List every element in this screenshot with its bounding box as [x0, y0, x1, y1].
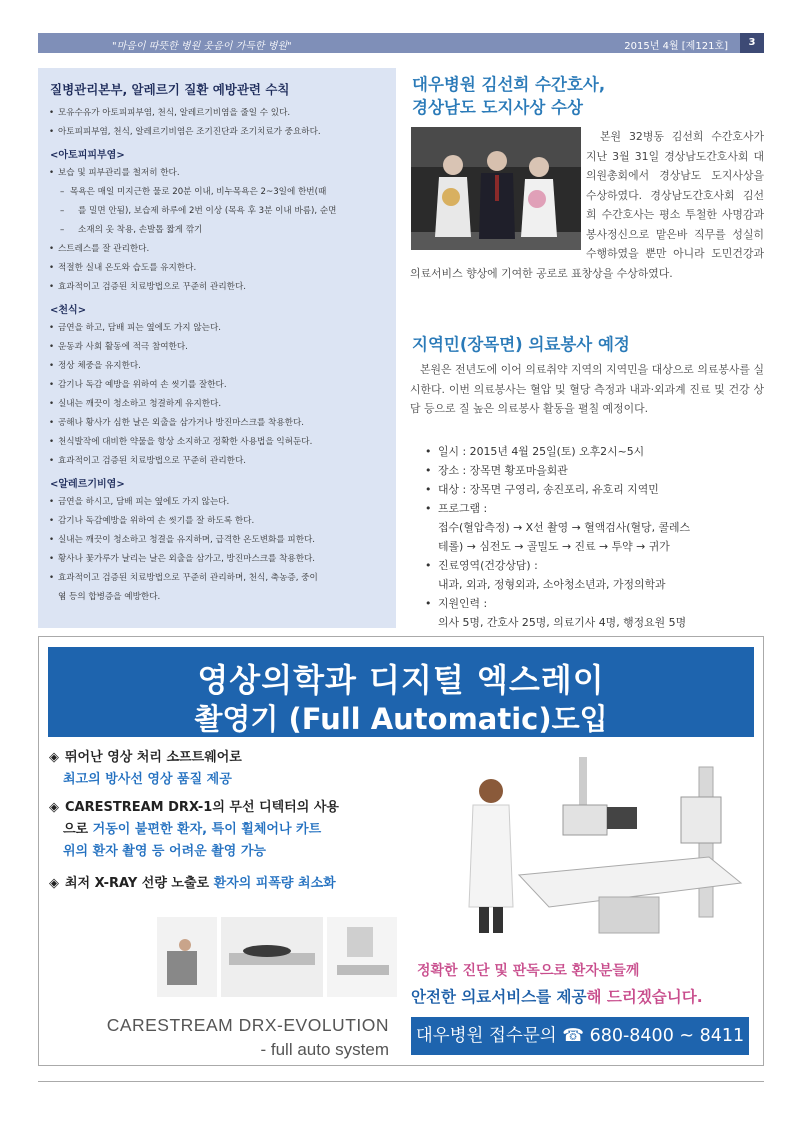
- feature-1: [49, 747, 399, 791]
- atopy-heading: <아토피피부염>: [50, 150, 125, 161]
- allergy-prevention-box: [38, 68, 396, 628]
- intro-list: [48, 104, 386, 142]
- cta-line2-tail: 해 드리겠습니다.: [586, 988, 703, 1006]
- volunteer-details-list: [425, 442, 765, 632]
- product-name: CARESTREAM DRX-EVOLUTION: [106, 1015, 389, 1035]
- detail-item: 의사 5명, 간호사 25명, 의료기사 4명, 행정요원 5명: [438, 616, 687, 629]
- list-item: • 금연을 하시고, 담배 피는 옆에도 가지 않는다.: [48, 493, 386, 512]
- volunteer-article-body: 본원은 전년도에 이어 의료취약 지역의 지역민을 대상으로 의료봉사를 실시한다. 이번 의료봉사는 혈압 및 혈당 측정과 내과·외과계 진료 및 건강 상담 등으로 질 높은 의료봉사 활동을 펼칠 예정이다.: [410, 363, 764, 415]
- ad-headline-banner: [48, 647, 754, 737]
- feature-2: [49, 797, 399, 863]
- detail-item: • 장소 : 장목면 황포마을회관: [425, 461, 765, 480]
- detail-item: • 일시 : 2015년 4월 25일(토) 오후2시~5시: [425, 442, 765, 461]
- feature-2-highlight: 거동이 불편한 환자, 특이 휠체어나 카트: [92, 822, 322, 837]
- list-item-text: 를 밀면 안됨), 보습제 하루에 2번 이상 (목욕 후 3분 이내 바름), 순면: [78, 206, 337, 216]
- detail-item: 접수(혈압측정) → X선 촬영 → 혈액검사(혈당, 콜레스: [438, 521, 691, 534]
- reception-phone-banner: 대우병원 접수문의 ☎ 680-8400 ~ 8411: [411, 1017, 749, 1055]
- ad-headline-line1: 영상의학과 디지털 엑스레이: [197, 661, 605, 699]
- award-title-line1: 대우병원 김선희 수간호사,: [412, 75, 606, 94]
- list-item: • 실내는 깨끗이 청소하고 청결을 유지하며, 급격한 온도변화를 피한다.: [48, 531, 386, 550]
- detail-item: • 대상 : 장목면 구영리, 송진포리, 유호리 지역민: [425, 480, 765, 499]
- list-item: • 천식발작에 대비한 약물을 항상 소지하고 정확한 사용법을 익혀둔다.: [48, 433, 386, 452]
- xray-advertisement: [38, 636, 764, 1066]
- xray-equipment-image: [459, 757, 759, 947]
- list-item: • 효과적이고 검증된 치료방법으로 꾸준히 관리하며, 천식, 축농증, 중이: [48, 569, 386, 588]
- list-item: • 황사나 꽃가루가 날리는 날은 외출을 삼가고, 방진마스크를 착용한다.: [48, 550, 386, 569]
- detail-item: 내과, 외과, 정형외과, 소아청소년과, 가정의학과: [438, 578, 666, 591]
- list-item: • 공해나 황사가 심한 날은 외출을 삼가거나 방진마스크를 착용한다.: [48, 414, 386, 433]
- feature-1-highlight: 최고의 방사선 영상 품질 제공: [63, 772, 232, 787]
- list-item-text: 소재의 옷 착용, 손발톱 짧게 깎기: [78, 225, 203, 235]
- hospital-motto: "마음이 따뜻한 병원 웃음이 가득한 병원": [112, 41, 292, 52]
- award-photo-image: [411, 127, 581, 250]
- list-item: • 감기나 독감예방을 위하여 손 씻기를 잘 하도록 한다.: [48, 512, 386, 531]
- usage-photos: [157, 917, 397, 997]
- feature-2-text-cont: 으로: [63, 822, 93, 837]
- diamond-bullet-icon: ◈: [49, 800, 59, 815]
- detail-item: • 프로그램 :: [425, 499, 765, 518]
- feature-3-text: 최저 X-RAY 선량 노출로: [65, 876, 214, 891]
- list-item-cont: [48, 588, 386, 607]
- usage-photos-image: [157, 917, 397, 997]
- feature-3: [49, 873, 399, 895]
- issue-label: 2015년 4월 [제121호]: [624, 41, 728, 52]
- feature-2-highlight-cont: 위의 환자 촬영 등 어려운 촬영 가능: [63, 844, 266, 859]
- list-item: • 적절한 실내 온도와 습도를 유지한다.: [48, 259, 386, 278]
- detail-item: • 진료영역(건강상담) :: [425, 556, 765, 575]
- xray-machine-illustration: [459, 757, 759, 947]
- rhinitis-heading: <알레르기비염>: [50, 479, 125, 490]
- list-item: • 금연을 하고, 담배 피는 옆에도 가지 않는다.: [48, 319, 386, 338]
- list-item: • 효과적이고 검증된 치료방법으로 꾸준히 관리한다.: [48, 278, 386, 297]
- list-item-cont: [48, 221, 386, 240]
- list-item: • 모유수유가 아토피피부염, 천식, 알레르기비염을 줄일 수 있다.: [48, 104, 386, 123]
- list-item: • 보습 및 피부관리를 철저히 한다.: [48, 164, 386, 183]
- award-title-line2: 경상남도 도지사상 수상: [412, 98, 583, 117]
- page-header: [38, 33, 764, 53]
- volunteer-article-title: 지역민(장목면) 의료봉사 예정: [412, 335, 630, 354]
- page-number: 3: [740, 33, 764, 53]
- cta-line2-main: 안전한 의료서비스를 제공: [411, 988, 587, 1006]
- feature-1-text: 뛰어난 영상 처리 소프트웨어로: [65, 750, 242, 765]
- award-article-title: [412, 73, 772, 119]
- list-item: • 감기나 독감 예방을 위하여 손 씻기를 잘한다.: [48, 376, 386, 395]
- ad-headline-line2: 촬영기 (Full Automatic)도입: [194, 702, 608, 736]
- award-photo: [411, 127, 581, 250]
- diamond-bullet-icon: ◈: [49, 876, 59, 891]
- footer-rule: [38, 1081, 764, 1082]
- list-item: • 운동과 사회 활동에 적극 참여한다.: [48, 338, 386, 357]
- asthma-list: [48, 319, 386, 471]
- cta-line1: 정확한 진단 및 판독으로 환자분들께: [417, 963, 640, 979]
- product-subtitle: - full auto system: [260, 1040, 389, 1059]
- list-item-text: 염 등의 합병증을 예방한다.: [58, 592, 161, 602]
- award-article-text: 본원 32병동 김선희 수간호사가 지난 3월 31일 경상남도간호사회 대의원총회에서 경상남도 도지사상을 수상하였다. 경상남도간호사회 김선희 수간호사는 평소 투철한 사명감과 봉사정신으로 맡은바 직무를 성실히 수행하였을 뿐만 아니라 도민건강과 의료서비스 향상에 기여한 공로로 표창상을 수상하였다.: [410, 130, 764, 280]
- detail-item: • 지원인력 :: [425, 594, 765, 613]
- rhinitis-list: [48, 493, 386, 607]
- allergy-box-title: 질병관리본부, 알레르기 질환 예방관련 수칙: [50, 82, 290, 97]
- cta-line2: [411, 985, 761, 1007]
- asthma-heading: <천식>: [50, 305, 87, 316]
- atopy-list: [48, 164, 386, 297]
- detail-item: 테롤) → 심전도 → 골밀도 → 진료 → 투약 → 귀가: [438, 540, 670, 553]
- list-item: • 실내는 깨끗이 청소하고 청결하게 유지한다.: [48, 395, 386, 414]
- list-item: • 정상 체중을 유지한다.: [48, 357, 386, 376]
- list-item-cont: [48, 202, 386, 221]
- list-item: • 아토피피부염, 천식, 알레르기비염은 조기진단과 조기치료가 중요하다.: [48, 123, 386, 142]
- diamond-bullet-icon: ◈: [49, 750, 59, 765]
- product-brand: [89, 1015, 389, 1060]
- list-item: – 목욕은 매일 미지근한 물로 20분 이내, 비누목욕은 2~3일에 한번(때: [48, 183, 386, 202]
- list-item: • 스트레스를 잘 관리한다.: [48, 240, 386, 259]
- feature-3-highlight: 환자의 피폭량 최소화: [213, 876, 336, 891]
- feature-2-text: CARESTREAM DRX-1의 무선 디텍터의 사용: [65, 800, 339, 815]
- list-item: • 효과적이고 검증된 치료방법으로 꾸준히 관리한다.: [48, 452, 386, 471]
